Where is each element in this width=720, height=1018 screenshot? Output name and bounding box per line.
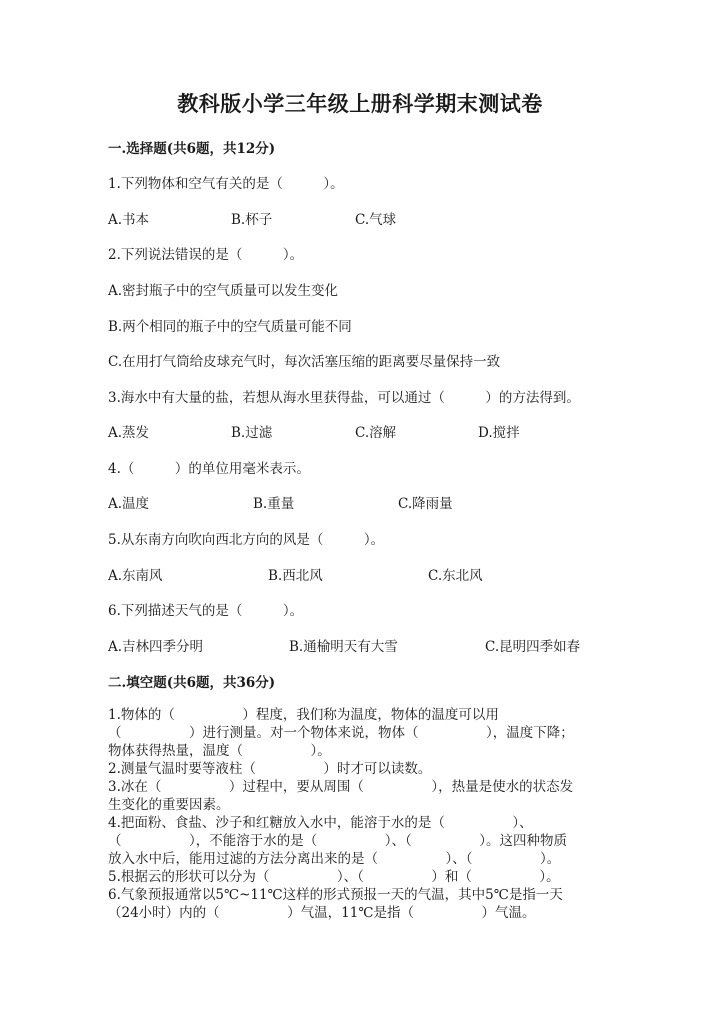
question-4-option-c: C.降雨量 xyxy=(398,496,453,512)
question-5-option-b: B.西北风 xyxy=(268,568,323,584)
question-4-option-b: B.重量 xyxy=(253,496,295,512)
question-6-stem: 6.下列描述天气的是（ ）。 xyxy=(108,603,304,619)
question-5-option-a: A.东南风 xyxy=(108,568,163,584)
question-5-option-c: C.东北风 xyxy=(428,568,483,584)
fill-line: 生变化的重要因素。 xyxy=(108,797,230,813)
fill-in-block xyxy=(108,706,608,922)
question-4-options xyxy=(108,492,628,512)
fill-line: 4.把面粉、食盐、沙子和红糖放入水中，能溶于水的是（ ）、 xyxy=(108,815,533,831)
fill-line: 3.冰在（ ）过程中，要从周围（ ），热量是使水的状态发 xyxy=(108,779,574,795)
question-3-option-a: A.蒸发 xyxy=(108,425,150,441)
question-5-options xyxy=(108,564,628,584)
question-2-option-c: C.在用打气筒给皮球充气时，每次活塞压缩的距离要尽量保持一致 xyxy=(108,354,501,370)
question-1-option-b: B.杯子 xyxy=(231,212,273,228)
question-1-option-a: A.书本 xyxy=(108,212,150,228)
question-6-option-b: B.通榆明天有大雪 xyxy=(289,639,398,655)
fill-line: 2.测量气温时要等液柱（ ）时才可以读数。 xyxy=(108,761,432,777)
fill-line: 放入水中后，能用过滤的方法分离出来的是（ ）、（ ）。 xyxy=(108,851,561,867)
page-title: 教科版小学三年级上册科学期末测试卷 xyxy=(177,91,543,116)
question-2-option-a: A.密封瓶子中的空气质量可以发生变化 xyxy=(108,283,339,299)
question-1-options xyxy=(108,208,628,228)
question-1-option-c: C.气球 xyxy=(355,212,397,228)
question-2-option-b: B.两个相同的瓶子中的空气质量可能不同 xyxy=(108,319,352,335)
fill-line: 物体获得热量，温度（ ）。 xyxy=(108,743,331,759)
fill-line: 1.物体的（ ）程度，我们称为温度，物体的温度可以用 xyxy=(108,707,499,723)
fill-line: 6.气象预报通常以5℃~11℃这样的形式预报一天的气温，其中5℃是指一天 xyxy=(108,887,563,903)
question-1-stem: 1.下列物体和空气有关的是（ ）。 xyxy=(108,176,344,192)
question-3-option-d: D.搅拌 xyxy=(478,425,520,441)
question-2-stem: 2.下列说法错误的是（ ）。 xyxy=(108,247,304,263)
fill-line: （24小时）内的（ ）气温，11℃是指（ ）气温。 xyxy=(108,905,536,921)
question-6-option-a: A.吉林四季分明 xyxy=(108,639,204,655)
fill-line: （ ）进行测量。对一个物体来说，物体（ ），温度下降； xyxy=(108,725,574,741)
fill-line: 5.根据云的形状可以分为（ ）、（ ）和（ ）。 xyxy=(108,869,560,885)
question-3-stem: 3.海水中有大量的盐，若想从海水里获得盐，可以通过（ ）的方法得到。 xyxy=(108,390,580,406)
section-heading-fill: 二.填空题(共6题，共36分) xyxy=(108,675,276,691)
section-heading-choice: 一.选择题(共6题，共12分) xyxy=(108,141,276,157)
question-4-stem: 4.（ ）的单位用毫米表示。 xyxy=(108,461,310,477)
question-3-option-c: C.溶解 xyxy=(355,425,397,441)
question-3-option-b: B.过滤 xyxy=(231,425,273,441)
question-6-option-c: C.昆明四季如春 xyxy=(485,639,581,655)
question-4-option-a: A.温度 xyxy=(108,496,150,512)
question-3-options xyxy=(108,421,628,441)
question-6-options xyxy=(108,635,628,655)
question-5-stem: 5.从东南方向吹向西北方向的风是（ ）。 xyxy=(108,532,385,548)
fill-line: （ ），不能溶于水的是（ ）、（ ）。这四种物质 xyxy=(108,833,567,849)
